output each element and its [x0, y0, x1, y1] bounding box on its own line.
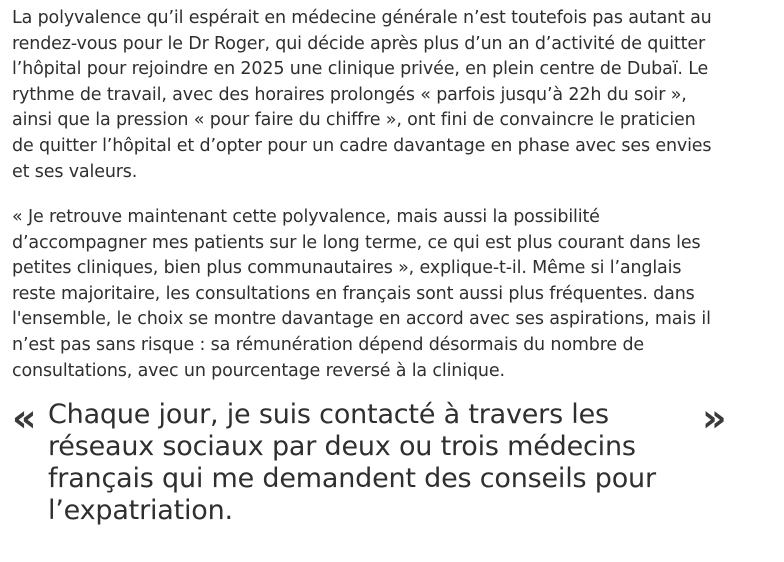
paragraph-line: et ses valeurs. — [12, 161, 138, 182]
pull-quote — [12, 397, 772, 537]
paragraph-line: « Je retrouve maintenant cette polyvalence, mais aussi la possibilité — [12, 207, 600, 227]
paragraph-line: La polyvalence qu’il espérait en médecine générale n’est toutefois pas autant au — [12, 8, 712, 28]
paragraph-line: petites cliniques, bien plus communautaires », explique-t-il. Même si l’anglais — [12, 258, 682, 279]
close-quote-icon: » — [702, 396, 723, 440]
article-paragraph-2 — [12, 205, 772, 384]
paragraph-line: l’hôpital pour rejoindre en 2025 une clinique privée, en plein centre de Dubaï. Le — [12, 59, 709, 80]
paragraph-line: reste majoritaire, les consultations en français sont aussi plus fréquentes. dans — [12, 283, 695, 304]
paragraph-line: rythme de travail, avec des horaires prolongés « parfois jusqu’à 22h du soir », — [12, 84, 687, 105]
paragraph-line: rendez-vous pour le Dr Roger, qui décide après plus d’un an d’activité de quitter — [12, 33, 706, 54]
paragraph-line: n’est pas sans risque : sa rémunération dépend désormais du nombre de — [12, 334, 645, 355]
paragraph-line: d’accompagner mes patients sur le long terme, ce qui est plus courant dans les — [12, 232, 701, 253]
quote-line: Chaque jour, je suis contacté à travers les — [48, 399, 609, 430]
paragraph-line: de quitter l’hôpital et d’opter pour un cadre davantage en phase avec ses envies — [12, 135, 712, 156]
quote-line: français qui me demandent des conseils pour — [48, 463, 656, 494]
open-quote-icon: « — [12, 396, 33, 440]
pull-quote-text — [48, 399, 708, 527]
paragraph-line: l'ensemble, le choix se montre davantage en accord avec ses aspirations, mais il — [12, 309, 711, 330]
quote-line: l’expatriation. — [48, 495, 233, 526]
paragraph-line: consultations, avec un pourcentage reversé à la clinique. — [12, 360, 505, 381]
paragraph-line: ainsi que la pression « pour faire du chiffre », ont fini de convaincre le praticien — [12, 110, 696, 131]
quote-line: réseaux sociaux par deux ou trois médecins — [48, 431, 636, 462]
article-paragraph-1 — [12, 6, 772, 185]
